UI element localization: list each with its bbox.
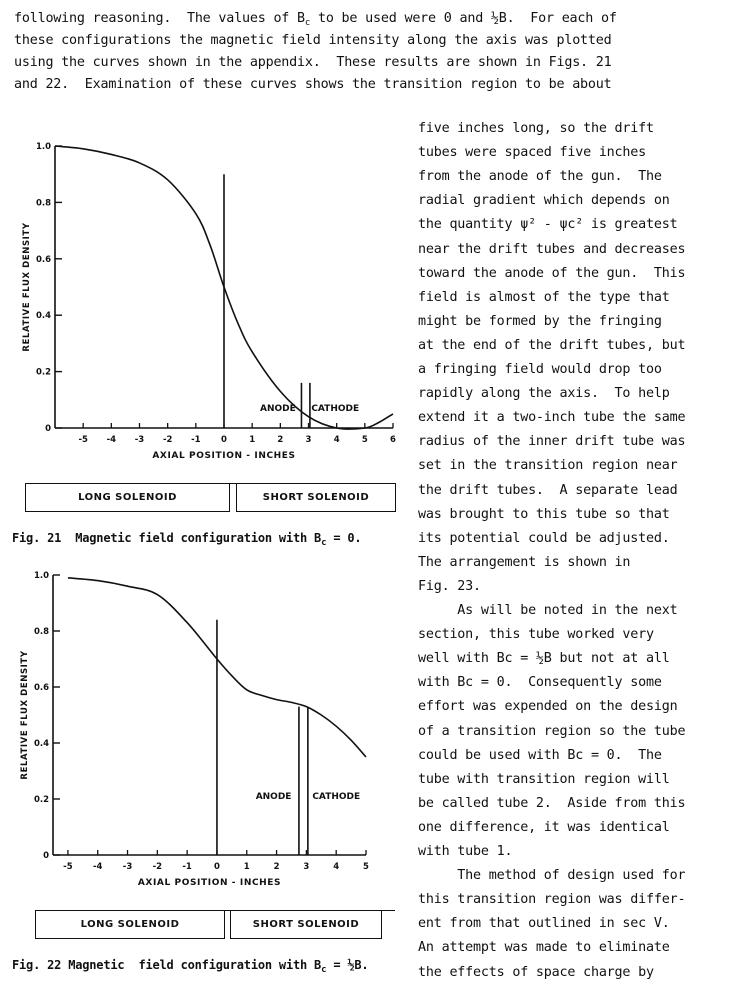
y-tick-label: 1.0 bbox=[33, 571, 49, 581]
right-column-line: near the drift tubes and decreases bbox=[418, 241, 686, 257]
anode-label: ANODE bbox=[255, 792, 292, 802]
x-tick-label: 5 bbox=[361, 435, 368, 445]
fig21-short-solenoid-label: SHORT SOLENOID bbox=[262, 492, 370, 503]
right-column-line: set in the transition region near bbox=[418, 458, 678, 474]
right-column-line: The method of design used for bbox=[418, 868, 686, 884]
anode-label: ANODE bbox=[260, 404, 296, 415]
right-column-line: An attempt was made to eliminate bbox=[418, 940, 670, 956]
intro-line-4: and 22. Examination of these curves shows the transition region to be about bbox=[14, 77, 612, 92]
x-axis-label: AXIAL POSITION - INCHES bbox=[152, 451, 296, 461]
y-tick-label: 0.8 bbox=[35, 198, 51, 209]
x-tick-label: 3 bbox=[303, 862, 310, 872]
right-column-line: its potential could be adjusted. bbox=[418, 530, 670, 546]
x-tick-label: -5 bbox=[78, 435, 88, 445]
y-tick-label: 0.4 bbox=[35, 311, 51, 322]
fig22-caption: Fig. 22 Magnetic field configuration with $B_c$ = ½B. bbox=[12, 958, 369, 975]
right-column-line: radial gradient which depends on bbox=[418, 193, 670, 209]
fig21-chart bbox=[0, 130, 400, 600]
x-tick-label: -2 bbox=[152, 862, 163, 872]
cathode-label: CATHODE bbox=[312, 792, 361, 802]
right-column-line: effort was expended on the design bbox=[418, 699, 678, 715]
y-tick-label: 0.6 bbox=[35, 254, 51, 265]
y-tick-label: 0 bbox=[45, 424, 51, 434]
right-column-line: rapidly along the axis. To help bbox=[418, 386, 670, 402]
right-column-line: the quantity ψ² - ψc² is greatest bbox=[418, 217, 678, 233]
x-tick-label: 1 bbox=[249, 435, 256, 445]
x-tick-label: -3 bbox=[122, 862, 133, 872]
right-column-line: radius of the inner drift tube was bbox=[418, 434, 686, 450]
right-column-line: field is almost of the type that bbox=[418, 289, 670, 305]
y-tick-label: 0.6 bbox=[33, 683, 49, 693]
right-column-line: be called tube 2. Aside from this bbox=[418, 795, 686, 811]
right-column-line: was brought to this tube so that bbox=[418, 506, 670, 522]
intro-line-3: using the curves shown in the appendix. These results are shown in Figs. 21 bbox=[14, 55, 612, 70]
fig21-short-solenoid-box bbox=[236, 483, 396, 512]
fig22-long-solenoid-box bbox=[35, 910, 225, 939]
fig22-long-solenoid-label: LONG SOLENOID bbox=[80, 919, 180, 930]
x-tick-label: 2 bbox=[277, 435, 284, 445]
fig22-short-solenoid-box bbox=[230, 910, 382, 939]
right-column-line: of a transition region so the tube bbox=[418, 723, 686, 739]
x-tick-label: 6 bbox=[390, 435, 396, 445]
x-tick-label: 0 bbox=[213, 862, 220, 872]
x-tick-label: 5 bbox=[363, 862, 369, 872]
right-column-line: Fig. 23. bbox=[418, 578, 481, 594]
right-column-line: a fringing field would drop too bbox=[418, 362, 662, 377]
right-column-line: could be used with Bc = 0. The bbox=[418, 747, 662, 763]
right-column-line: one difference, it was identical bbox=[418, 819, 670, 835]
x-tick-label: -1 bbox=[182, 862, 192, 872]
right-column-line: tube with transition region will bbox=[418, 771, 670, 787]
y-tick-label: 0 bbox=[43, 851, 49, 861]
right-column-line: this transition region was differ- bbox=[418, 892, 686, 908]
right-column-line: The arrangement is shown in bbox=[418, 554, 631, 570]
x-tick-label: -1 bbox=[191, 435, 201, 445]
fig21-caption: Fig. 21 Magnetic field configuration with $B_c = 0$. bbox=[12, 531, 362, 548]
intro-line-1: following reasoning. The values of $B_c$ to be used were 0 and ½B. For each of bbox=[14, 11, 617, 28]
x-tick-label: 2 bbox=[273, 862, 280, 872]
x-tick-label: -2 bbox=[162, 435, 173, 445]
right-column-line: with Bc = 0. Consequently some bbox=[418, 675, 662, 691]
y-tick-label: 0.8 bbox=[33, 627, 49, 637]
y-tick-label: 0.2 bbox=[35, 367, 51, 378]
x-tick-label: -5 bbox=[63, 862, 73, 872]
x-axis-label: AXIAL POSITION - INCHES bbox=[137, 878, 282, 888]
right-column-line: toward the anode of the gun. This bbox=[418, 265, 686, 281]
fig22-short-solenoid-label: SHORT SOLENOID bbox=[252, 919, 360, 930]
x-tick-label: 3 bbox=[305, 435, 312, 445]
x-tick-label: 1 bbox=[243, 862, 250, 872]
right-column-line: As will be noted in the next bbox=[418, 603, 678, 618]
right-column-line: from the anode of the gun. The bbox=[418, 169, 662, 185]
fig22-chart bbox=[0, 560, 400, 900]
right-column-line: at the end of the drift tubes, but bbox=[418, 337, 686, 353]
x-tick-label: 0 bbox=[221, 435, 227, 445]
fig21-long-solenoid-label: LONG SOLENOID bbox=[78, 492, 177, 503]
x-tick-label: 4 bbox=[333, 862, 340, 872]
right-column-line: the drift tubes. A separate lead bbox=[418, 482, 678, 498]
cathode-label: CATHODE bbox=[311, 404, 360, 415]
x-tick-label: -3 bbox=[134, 435, 145, 445]
intro-line-2: these configurations the magnetic field intensity along the axis was plotted bbox=[14, 33, 612, 48]
x-tick-label: -4 bbox=[92, 862, 103, 872]
x-tick-label: -4 bbox=[106, 435, 117, 445]
y-tick-label: 0.2 bbox=[33, 795, 49, 805]
right-column-line: section, this tube worked very bbox=[418, 627, 654, 643]
right-column-line: might be formed by the fringing bbox=[418, 313, 662, 329]
y-axis-label: RELATIVE FLUX DENSITY bbox=[22, 222, 32, 352]
y-tick-label: 1.0 bbox=[35, 142, 51, 152]
right-column-line: tubes were spaced five inches bbox=[418, 145, 646, 161]
right-column-line: with tube 1. bbox=[418, 844, 513, 859]
right-column-line: five inches long, so the drift bbox=[418, 121, 654, 136]
y-axis-label: RELATIVE FLUX DENSITY bbox=[20, 650, 30, 780]
x-tick-label: 4 bbox=[333, 435, 340, 445]
right-column-line: the effects of space charge by bbox=[418, 964, 654, 980]
right-column-line: extend it a two-inch tube the same bbox=[418, 410, 686, 426]
y-tick-label: 0.4 bbox=[33, 739, 49, 749]
fig21-long-solenoid-box bbox=[25, 483, 230, 512]
right-column-line: well with Bc = ½B but not at all bbox=[418, 651, 670, 667]
right-column-line: ent from that outlined in sec V. bbox=[418, 916, 670, 932]
